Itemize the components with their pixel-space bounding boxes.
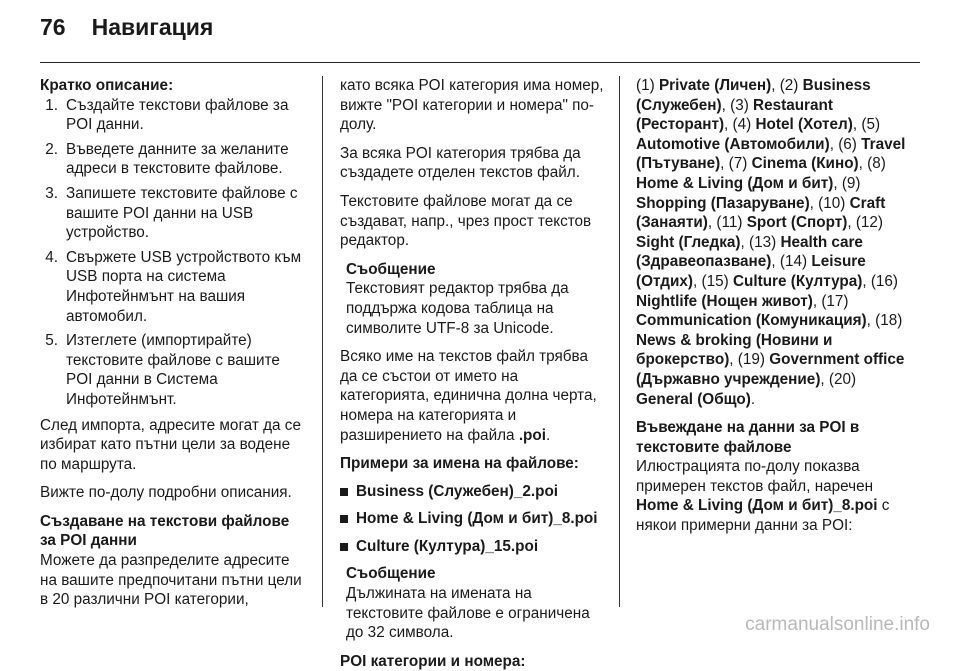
category-name: Private (Личен) xyxy=(658,77,772,94)
square-bullet-icon xyxy=(340,515,348,523)
step-text: Въведете данните за желаните адреси в текстовите файлове. xyxy=(66,140,289,178)
categories-heading: POI категории и номера: xyxy=(340,652,526,670)
category-name: Business (Служебен) xyxy=(636,77,871,114)
note-length xyxy=(340,564,608,642)
category-name: Automotive (Автомобили) xyxy=(636,135,830,153)
category-number: (13) xyxy=(748,233,777,251)
brief-heading: Кратко описание: xyxy=(40,77,174,94)
paragraph-3: Текстовите файлове могат да се създават, напр., чрез прост текстов редактор. xyxy=(340,192,592,250)
category-number: (10) xyxy=(818,194,846,212)
column-3 xyxy=(636,76,916,536)
category-name: Sight (Гледка) xyxy=(636,233,741,251)
step-text: Създайте текстови файлове за POI данни. xyxy=(66,96,289,134)
example-filename: Culture (Култура)_15.poi xyxy=(356,537,539,555)
step-number: 5. xyxy=(45,332,58,350)
example-filename: Home & Living (Дом и бит)_8.poi xyxy=(356,510,598,528)
enter-data-post: с някои примерни данни за POI: xyxy=(636,497,890,535)
watermark: carmanualsonline.info xyxy=(745,614,930,635)
step-number: 3. xyxy=(45,184,58,202)
step-text: Изтеглете (импортирайте) текстовите файлове с вашите POI данни в Система Инфотейнмънт. xyxy=(66,332,280,408)
paragraph-4 xyxy=(340,347,608,445)
poi-extension: .poi xyxy=(518,426,547,444)
example-item xyxy=(340,509,608,529)
page-header xyxy=(40,14,213,54)
column-divider-2 xyxy=(619,76,620,607)
category-name: Craft (Занаяти) xyxy=(636,194,886,232)
paragraph-2: За всяка POI категория трябва да създадете отделен текстов файл. xyxy=(340,144,581,182)
category-name: Leisure (Отдих) xyxy=(636,253,866,290)
category-name: Communication (Комуникация) xyxy=(636,312,867,330)
category-name: Government office (Държавно учреждение) xyxy=(636,351,905,388)
paragraph-1: като всяка POI категория има номер, вижте "POI категории и номера" по-долу. xyxy=(340,77,604,134)
category-item xyxy=(716,214,847,231)
category-number: (6) xyxy=(838,135,857,153)
category-name: Sport (Спорт) xyxy=(746,214,848,232)
category-number: (12) xyxy=(855,214,884,232)
category-number: (2) xyxy=(779,77,799,94)
category-number: (16) xyxy=(870,272,899,290)
note-utf8 xyxy=(340,260,608,338)
step-number: 2. xyxy=(45,140,58,158)
category-name: Health care (Здравеопазване) xyxy=(636,233,863,271)
create-files-heading: Създаване на текстови файлове за POI данни xyxy=(40,512,290,550)
category-name: Shopping (Пазаруване) xyxy=(636,194,810,212)
category-number: (3) xyxy=(730,96,749,114)
category-number: (20) xyxy=(828,370,857,388)
category-name: Restaurant (Ресторант) xyxy=(636,96,833,134)
sample-filename: Home & Living (Дом и бит)_8.poi xyxy=(636,497,878,515)
category-number: (11) xyxy=(716,214,743,232)
category-number: (7) xyxy=(728,155,748,173)
categories-list: (1) Private (Личен), (2) Business (Служебен), (3) Restaurant (Ресторант), (4) Hotel (Хотел), (5) Automotive (Автомобили), (6) Travel (Пътуване), (7) Cinema (Кино), (8) Home & Living (Дом и бит), (9) Shopping (Пазаруване), (10) Craft (Занаяти), (11) Sport (Спорт), (12) Sight (Гледка), (13) Health care (Здравеопазване), (14) Leisure (Отдих), (15) Culture (Култура), (16) Nightlife (Нощен живот), (17) Communication (Комуникация), (18) News & broking (Новини и брокерство), (19) Government office (Държавно учреждение), (20) General (Общо). xyxy=(636,77,906,408)
category-number: (8) xyxy=(867,155,886,173)
see-below-text: Вижте по-долу подробни описания. xyxy=(40,484,292,502)
enter-data-text xyxy=(636,457,916,535)
page-title: Навигация xyxy=(91,14,214,40)
category-name: Culture (Култура) xyxy=(732,272,863,290)
category-number: (4) xyxy=(732,116,752,134)
category-item xyxy=(636,77,771,94)
step-text: Запишете текстовите файлове с вашите POI данни на USB устройство. xyxy=(66,184,298,242)
category-name: Travel (Пътуване) xyxy=(636,135,906,173)
step-number: 4. xyxy=(45,248,58,266)
enter-data-heading: Въвеждане на данни за POI в текстовите файлове xyxy=(636,419,860,456)
category-number: (18) xyxy=(875,312,903,330)
category-name: Cinema (Кино) xyxy=(751,155,859,173)
examples-list xyxy=(340,482,608,557)
category-number: (5) xyxy=(861,116,881,134)
step-item xyxy=(40,140,308,179)
enter-data-pre: Илюстрацията по-долу показва примерен текстов файл, наречен xyxy=(636,458,874,495)
header-rule xyxy=(40,62,920,63)
category-number: (17) xyxy=(821,292,849,310)
category-number: (15) xyxy=(701,272,729,290)
category-name: Home & Living (Дом и бит) xyxy=(636,174,834,192)
steps-list xyxy=(40,96,308,410)
category-number: (1) xyxy=(636,77,655,94)
category-item xyxy=(729,155,859,172)
square-bullet-icon xyxy=(340,543,348,551)
note-text: Текстовият редактор трябва да поддържа кодова таблица на символите UTF-8 за Unicode. xyxy=(346,280,569,337)
step-text: Свържете USB устройството към USB порта на система Инфотейнмънт на вашия автомобил. xyxy=(66,248,302,325)
step-item xyxy=(40,184,308,243)
filename-rule-text: Всяко име на текстов файл трябва да се състои от името на категорията, единична долна черта, номера на категорията и разширението на файла xyxy=(340,348,597,444)
column-1 xyxy=(40,76,308,610)
step-item xyxy=(40,96,308,135)
page-number: 76 xyxy=(40,14,66,40)
examples-heading: Примери за имена на файлове: xyxy=(340,455,579,473)
step-number: 1. xyxy=(45,96,58,114)
category-name: Nightlife (Нощен живот) xyxy=(636,292,813,310)
period: . xyxy=(546,426,551,444)
note-title: Съобщение xyxy=(346,565,436,583)
category-name: News & broking (Новини и брокерство) xyxy=(636,331,833,369)
create-files-text: Можете да разпределите адресите на вашите предпочитани пътни цели в 20 различни POI категории, xyxy=(40,552,302,609)
step-item xyxy=(40,248,308,326)
step-item xyxy=(40,331,308,409)
column-divider-1 xyxy=(322,76,323,607)
category-number: (9) xyxy=(841,174,861,192)
after-import-text: След импорта, адресите могат да се избират като пътни цели за водене по маршрута. xyxy=(40,416,301,473)
example-item xyxy=(340,482,608,502)
example-item xyxy=(340,537,608,557)
column-2 xyxy=(340,76,608,671)
category-name: Hotel (Хотел) xyxy=(755,116,853,134)
example-filename: Business (Служебен)_2.poi xyxy=(356,482,559,500)
note-title: Съобщение xyxy=(346,260,436,278)
note-text: Дължината на имената на текстовите файлове е ограничена до 32 символа. xyxy=(346,585,590,642)
category-name: General (Общо) xyxy=(636,390,751,408)
square-bullet-icon xyxy=(340,488,348,496)
category-number: (19) xyxy=(737,351,765,369)
category-item xyxy=(702,273,863,290)
category-item xyxy=(733,116,853,133)
category-number: (14) xyxy=(779,253,808,271)
